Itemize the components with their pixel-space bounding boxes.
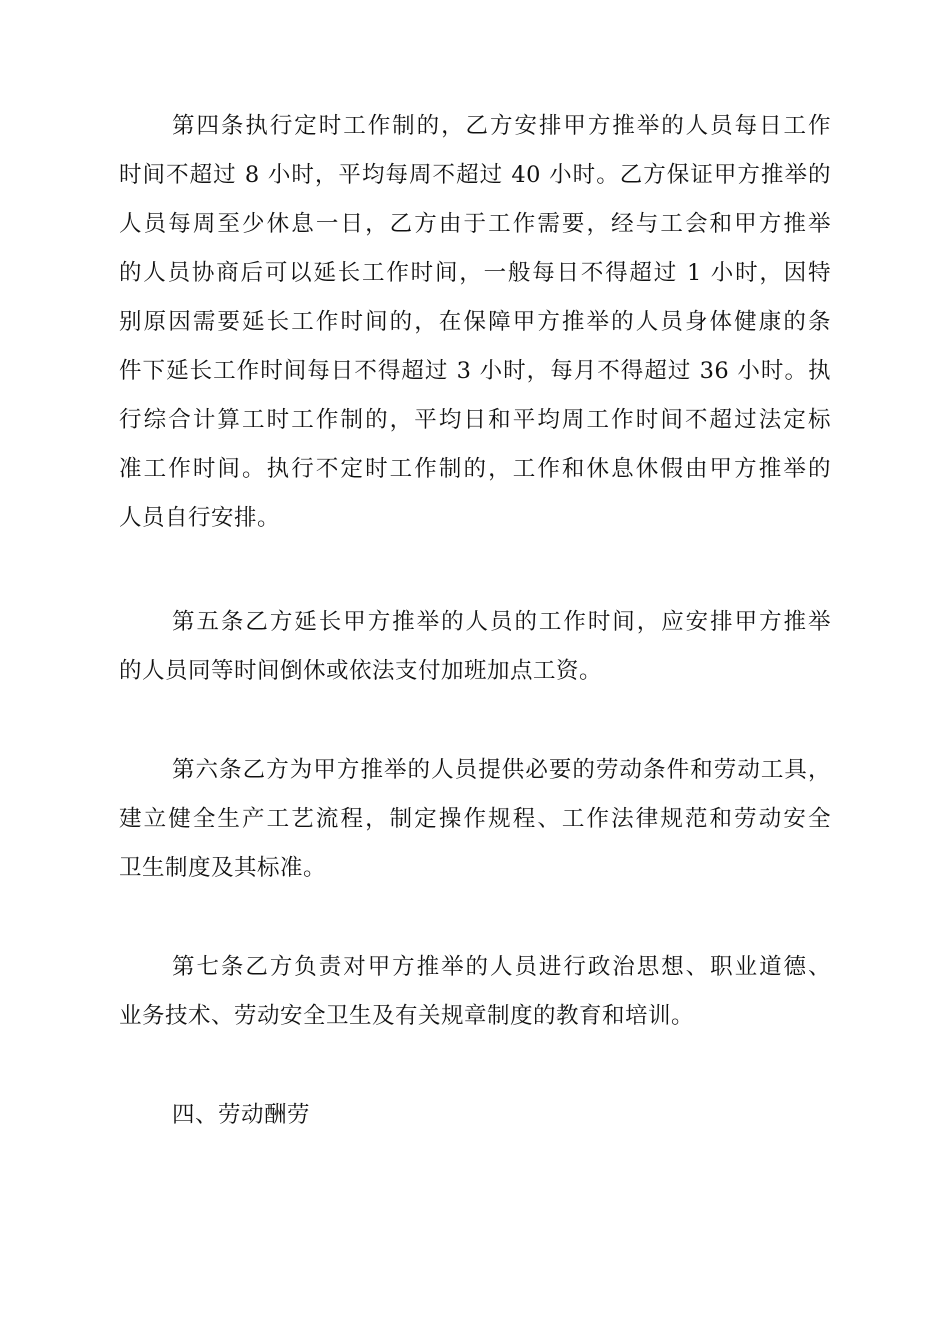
section-heading — [119, 1091, 831, 1140]
text-line: 件下延长工作时间每日不得超过 3 小时，每月不得超过 36 小时。执 — [119, 358, 831, 384]
article-7-paragraph — [119, 943, 831, 1041]
text-line: 建立健全生产工艺流程，制定操作规程、工作法律规范和劳动安全 — [119, 806, 831, 832]
text-line: 第六条乙方为甲方推举的人员提供必要的劳动条件和劳动工具， — [172, 757, 831, 783]
text-line: 时间不超过 8 小时，平均每周不超过 40 小时。乙方保证甲方推举的 — [119, 162, 831, 188]
text-line: 的人员协商后可以延长工作时间，一般每日不得超过 1 小时，因特 — [119, 260, 831, 286]
text-line: 行综合计算工时工作制的，平均日和平均周工作时间不超过法定标 — [119, 407, 831, 433]
text-line: 第五条乙方延长甲方推举的人员的工作时间，应安排甲方推举 — [172, 609, 831, 635]
text-line: 准工作时间。执行不定时工作制的，工作和休息休假由甲方推举的 — [119, 456, 831, 482]
text-line: 卫生制度及其标准。 — [119, 855, 327, 881]
text-line: 的人员同等时间倒休或依法支付加班加点工资。 — [119, 658, 603, 684]
section-heading-text: 四、劳动酬劳 — [172, 1102, 311, 1128]
article-4-paragraph — [119, 102, 831, 543]
article-6-paragraph — [119, 746, 831, 893]
text-line: 别原因需要延长工作时间的，在保障甲方推举的人员身体健康的条 — [119, 309, 831, 335]
text-line: 第四条执行定时工作制的，乙方安排甲方推举的人员每日工作 — [172, 113, 831, 139]
text-line: 第七条乙方负责对甲方推举的人员进行政治思想、职业道德、 — [172, 954, 831, 980]
text-line: 人员每周至少休息一日，乙方由于工作需要，经与工会和甲方推举 — [119, 211, 831, 237]
text-line: 业务技术、劳动安全卫生及有关规章制度的教育和培训。 — [119, 1003, 695, 1029]
text-line: 人员自行安排。 — [119, 505, 281, 531]
article-5-paragraph — [119, 598, 831, 696]
